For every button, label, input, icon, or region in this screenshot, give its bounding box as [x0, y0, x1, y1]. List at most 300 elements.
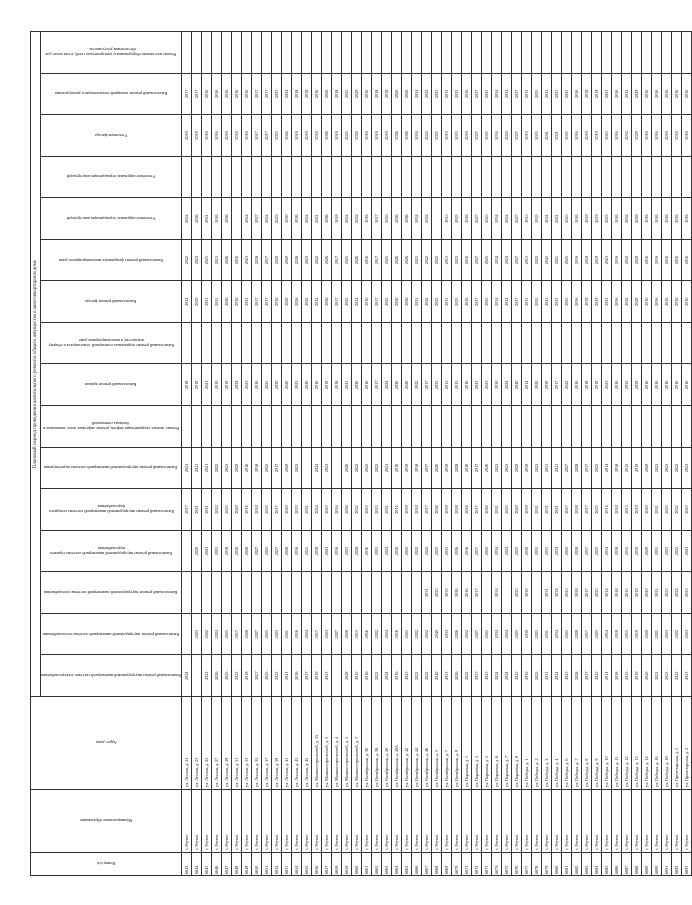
year-cell: 2017	[182, 73, 192, 115]
year-cell: 2027	[472, 198, 482, 240]
year-cell	[592, 32, 602, 74]
year-cell: 2030	[442, 489, 452, 531]
year-cell	[262, 406, 272, 448]
year-cell: 2018	[612, 489, 622, 531]
year-cell: 2026	[452, 572, 462, 614]
year-cell: 2016	[242, 489, 252, 531]
year-cell: 2026	[352, 239, 362, 281]
table-row	[372, 32, 382, 876]
year-cell	[282, 406, 292, 448]
year-cell: 2041	[342, 364, 352, 406]
year-cell	[282, 156, 292, 198]
year-cell: 2021	[532, 489, 542, 531]
year-cell	[502, 572, 512, 614]
year-cell	[332, 655, 342, 697]
year-cell: 2023	[502, 447, 512, 489]
year-cell	[252, 156, 262, 198]
year-cell	[622, 32, 632, 74]
year-cell: 2019	[632, 572, 642, 614]
header-work-7: Ремонт, замена, модернизация лифтов, ремонт лифтовых шахт, машинных и блочных помещений	[41, 406, 182, 448]
row-number: 6683	[582, 853, 592, 876]
year-cell: 2016	[332, 489, 342, 531]
year-cell: 2026	[392, 239, 402, 281]
year-cell: 2025	[562, 530, 572, 572]
year-cell: 2025	[432, 239, 442, 281]
year-cell: 2023	[222, 447, 232, 489]
row-address: ул. Победы, д. 1	[522, 697, 532, 790]
year-cell: 2027	[272, 530, 282, 572]
table-row	[572, 32, 582, 876]
header-row-group	[31, 32, 41, 876]
year-cell: 2016	[462, 489, 472, 531]
year-cell: 2018	[222, 530, 232, 572]
row-municipality: г. Реутов	[582, 790, 592, 853]
year-cell: 2023	[302, 281, 312, 323]
year-cell: 2023	[242, 364, 252, 406]
year-cell: 2027	[512, 115, 522, 157]
year-cell: 2023	[662, 572, 672, 614]
year-cell	[282, 572, 292, 614]
year-cell	[562, 156, 572, 198]
year-cell: 2034	[492, 655, 502, 697]
table-row	[552, 32, 562, 876]
header-work-15: Капитальный ремонт пожарной сигнализации и дымоудаления	[41, 73, 182, 115]
year-cell	[362, 156, 372, 198]
year-cell	[452, 406, 462, 448]
year-cell	[302, 322, 312, 364]
year-cell: 2033	[442, 530, 452, 572]
year-cell: 2022	[372, 655, 382, 697]
year-cell	[292, 32, 302, 74]
year-cell: 2016	[642, 198, 652, 240]
row-municipality: г. Реутов	[192, 790, 202, 853]
year-cell: 2016	[392, 530, 402, 572]
year-cell: 2027	[252, 530, 262, 572]
year-cell: 2025	[342, 239, 352, 281]
year-cell: 2015	[622, 613, 632, 655]
year-cell	[182, 156, 192, 198]
row-municipality: г. Реутов	[622, 790, 632, 853]
table-row	[292, 32, 302, 876]
year-cell: 2028	[282, 530, 292, 572]
year-cell	[272, 572, 282, 614]
year-cell	[482, 572, 492, 614]
year-cell	[182, 322, 192, 364]
year-cell	[532, 406, 542, 448]
year-cell: 2025	[262, 447, 272, 489]
row-address: ул. Лесная, д. 43	[292, 697, 302, 790]
year-cell	[612, 406, 622, 448]
year-cell	[472, 32, 482, 74]
year-cell: 2022	[422, 655, 432, 697]
year-cell: 2026	[322, 115, 332, 157]
year-cell: 2016	[682, 73, 692, 115]
year-cell	[352, 32, 362, 74]
year-cell: 2014	[602, 530, 612, 572]
row-address: ул. Октябрьская, д. 38	[372, 697, 382, 790]
year-cell: 2016	[672, 239, 682, 281]
year-cell: 2018	[332, 73, 342, 115]
year-cell	[202, 406, 212, 448]
year-cell: 2032	[622, 198, 632, 240]
row-number: 6648	[232, 853, 242, 876]
year-cell: 2018	[252, 489, 262, 531]
year-cell: 2025	[532, 281, 542, 323]
row-municipality: г. Реутов	[542, 790, 552, 853]
row-address: ул. Победы, д. 3	[542, 697, 552, 790]
year-cell: 2016	[392, 613, 402, 655]
year-cell	[382, 322, 392, 364]
year-cell: 2023	[232, 655, 242, 697]
year-cell	[642, 406, 652, 448]
year-cell: 2016	[652, 239, 662, 281]
row-address: ул. Победы, д. 16	[652, 697, 662, 790]
year-cell	[312, 322, 322, 364]
year-cell: 2028	[242, 530, 252, 572]
year-cell: 2023	[242, 281, 252, 323]
year-cell: 2025	[482, 530, 492, 572]
year-cell	[192, 655, 202, 697]
row-address: ул. Победы, д. 7	[572, 697, 582, 790]
row-number: 6672	[472, 853, 482, 876]
year-cell: 2025	[432, 572, 442, 614]
year-cell	[462, 406, 472, 448]
year-cell: 2018	[582, 198, 592, 240]
year-cell	[282, 322, 292, 364]
year-cell: 2022	[672, 613, 682, 655]
year-cell: 2023	[242, 239, 252, 281]
year-cell: 2023	[292, 364, 302, 406]
row-number: 6650	[252, 853, 262, 876]
year-cell: 2024	[502, 613, 512, 655]
row-municipality: г. Реутов	[642, 790, 652, 853]
year-cell	[612, 322, 622, 364]
year-cell	[332, 572, 342, 614]
row-address: ул. Октябрьская, д. 44	[412, 697, 422, 790]
row-number: 6657	[322, 853, 332, 876]
year-cell: 2025	[532, 655, 542, 697]
year-cell: 2026	[402, 198, 412, 240]
row-number: 6675	[502, 853, 512, 876]
year-cell: 2020	[192, 281, 202, 323]
year-cell: 2016	[612, 364, 622, 406]
year-cell: 2015	[442, 281, 452, 323]
year-cell: 2016	[202, 73, 212, 115]
year-cell: 2041	[542, 198, 552, 240]
row-address: ул. Октябрьская, д. 40А	[392, 697, 402, 790]
year-cell: 2027	[562, 489, 572, 531]
year-cell: 2024	[312, 447, 322, 489]
year-cell	[332, 322, 342, 364]
table-row	[492, 32, 502, 876]
row-address: ул. Машиностроителей, д. 4	[332, 697, 342, 790]
year-cell	[482, 406, 492, 448]
row-municipality: г. Реутов	[532, 790, 542, 853]
year-cell: 2024	[502, 198, 512, 240]
year-cell: 2032	[622, 281, 632, 323]
year-cell: 2022	[412, 530, 422, 572]
year-cell: 2026	[392, 73, 402, 115]
year-cell	[212, 32, 222, 74]
year-cell	[362, 406, 372, 448]
table-row	[182, 32, 192, 876]
year-cell: 2018	[332, 115, 342, 157]
year-cell: 2016	[642, 239, 652, 281]
year-cell	[232, 322, 242, 364]
year-cell	[672, 32, 682, 74]
year-cell: 2025	[262, 364, 272, 406]
year-cell: 2026	[432, 489, 442, 531]
year-cell: 2022	[412, 613, 422, 655]
year-cell	[362, 572, 372, 614]
year-cell	[562, 32, 572, 74]
year-cell: 2023	[682, 489, 692, 531]
year-cell: 2025	[532, 198, 542, 240]
year-cell	[432, 406, 442, 448]
year-cell: 2015	[622, 572, 632, 614]
year-cell	[322, 572, 332, 614]
year-cell: 2030	[542, 364, 552, 406]
year-cell	[382, 572, 392, 614]
row-number: 6661	[362, 853, 372, 876]
year-cell: 2025	[532, 115, 542, 157]
row-number: 6676	[512, 853, 522, 876]
year-cell: 2017	[262, 239, 272, 281]
year-cell	[262, 572, 272, 614]
year-cell: 2016	[612, 281, 622, 323]
year-cell: 2027	[472, 613, 482, 655]
row-municipality: г. Реутов	[392, 790, 402, 853]
year-cell: 2022	[182, 239, 192, 281]
year-cell: 2025	[592, 613, 602, 655]
year-cell: 2025	[532, 530, 542, 572]
year-cell: 2020	[532, 364, 542, 406]
row-number: 6646	[212, 853, 222, 876]
year-cell	[252, 322, 262, 364]
year-cell: 2026	[322, 239, 332, 281]
year-cell: 2017	[252, 115, 262, 157]
year-cell: 2017	[372, 239, 382, 281]
row-number: 6663	[382, 853, 392, 876]
year-cell	[342, 406, 352, 448]
year-cell: 2016	[662, 73, 672, 115]
year-cell: 2016	[662, 239, 672, 281]
row-municipality: г. Реутов	[402, 790, 412, 853]
year-cell	[352, 156, 362, 198]
table-row	[262, 32, 272, 876]
year-cell	[632, 32, 642, 74]
row-address: ул. Машиностроителей, д. 15	[312, 697, 322, 790]
year-cell: 2026	[322, 73, 332, 115]
year-cell	[212, 322, 222, 364]
year-cell: 2028	[572, 447, 582, 489]
year-cell: 2023	[682, 613, 692, 655]
year-cell: 2025	[562, 281, 572, 323]
year-cell: 2024	[412, 115, 422, 157]
year-cell	[502, 406, 512, 448]
year-cell: 2040	[432, 613, 442, 655]
year-cell: 2019	[222, 364, 232, 406]
year-cell: 2019	[212, 364, 222, 406]
year-cell: 2016	[232, 239, 242, 281]
year-cell: 2017	[582, 572, 592, 614]
row-municipality: г. Реутов	[522, 790, 532, 853]
year-cell: 2016	[462, 239, 472, 281]
year-cell	[512, 32, 522, 74]
year-cell	[362, 32, 372, 74]
year-cell: 2021	[202, 489, 212, 531]
row-municipality: г. Реутов	[232, 790, 242, 853]
year-cell: 2021	[202, 198, 212, 240]
year-cell	[482, 156, 492, 198]
year-cell	[212, 156, 222, 198]
row-municipality: г. Реутов	[212, 790, 222, 853]
year-cell: 2016	[652, 364, 662, 406]
year-cell: 2015	[522, 239, 532, 281]
year-cell	[292, 322, 302, 364]
row-address: ул. Лесная, д. 35	[252, 697, 262, 790]
year-cell: 2018	[292, 73, 302, 115]
year-cell: 2016	[292, 530, 302, 572]
repair-schedule-table	[30, 31, 692, 876]
row-address: ул. Октябрьская, д. 7	[442, 697, 452, 790]
table-row	[332, 32, 342, 876]
year-cell	[512, 406, 522, 448]
year-cell: 2015	[452, 364, 462, 406]
year-cell: 2018	[302, 73, 312, 115]
table-row	[622, 32, 632, 876]
year-cell	[222, 156, 232, 198]
year-cell: 2040	[512, 364, 522, 406]
year-cell: 2026	[352, 364, 362, 406]
year-cell: 2023	[322, 655, 332, 697]
year-cell	[392, 156, 402, 198]
row-municipality: г. Реутов	[632, 790, 642, 853]
year-cell	[252, 406, 262, 448]
year-cell: 2020	[232, 447, 242, 489]
year-cell: 2016	[682, 281, 692, 323]
year-cell	[522, 406, 532, 448]
row-municipality: г. Реутов	[252, 790, 262, 853]
header-address: Адрес дома	[31, 697, 182, 790]
year-cell: 2034	[492, 572, 502, 614]
year-cell: 2016	[462, 447, 472, 489]
year-cell: 2019	[592, 364, 602, 406]
year-cell: 2015	[442, 239, 452, 281]
year-cell: 2025	[342, 115, 352, 157]
year-cell: 2024	[302, 198, 312, 240]
table-row	[632, 32, 642, 876]
row-address: ул. Победы, д. 2	[532, 697, 542, 790]
year-cell	[582, 156, 592, 198]
year-cell	[262, 32, 272, 74]
row-number: 6668	[432, 853, 442, 876]
year-cell	[292, 406, 302, 448]
row-municipality: г. Реутов	[452, 790, 462, 853]
row-municipality: г. Реутов	[472, 790, 482, 853]
row-municipality: г. Реутов	[432, 790, 442, 853]
year-cell: 2022	[422, 115, 432, 157]
year-cell: 2021	[652, 613, 662, 655]
year-cell: 2016	[682, 364, 692, 406]
year-cell: 2030	[492, 364, 502, 406]
year-cell: 2016	[222, 115, 232, 157]
table-row	[382, 32, 392, 876]
year-cell: 2015	[622, 447, 632, 489]
year-cell: 2023	[682, 447, 692, 489]
year-cell	[242, 156, 252, 198]
year-cell: 2017	[472, 572, 482, 614]
table-row	[472, 32, 482, 876]
year-cell: 2019	[592, 73, 602, 115]
year-cell	[192, 406, 202, 448]
year-cell: 2016	[672, 115, 682, 157]
year-cell: 2016	[672, 198, 682, 240]
row-number: 6660	[352, 853, 362, 876]
year-cell: 2021	[652, 489, 662, 531]
year-cell	[532, 32, 542, 74]
year-cell: 2025	[512, 655, 522, 697]
year-cell	[182, 406, 192, 448]
row-address: ул. Лесная, д. 39	[272, 697, 282, 790]
row-municipality: г. Реутов	[302, 790, 312, 853]
year-cell: 2022	[672, 489, 682, 531]
year-cell: 2025	[262, 489, 272, 531]
year-cell: 2023	[452, 198, 462, 240]
row-number: 6678	[532, 853, 542, 876]
year-cell: 2021	[202, 447, 212, 489]
year-cell: 2025	[382, 281, 392, 323]
year-cell: 2024	[282, 115, 292, 157]
year-cell: 2018	[372, 115, 382, 157]
year-cell: 2016	[232, 530, 242, 572]
year-cell	[682, 322, 692, 364]
year-cell: 2016	[362, 198, 372, 240]
year-cell: 2025	[432, 115, 442, 157]
year-cell: 2027	[472, 115, 482, 157]
year-cell: 2025	[372, 447, 382, 489]
year-cell: 2015	[442, 198, 452, 240]
year-cell: 2032	[622, 115, 632, 157]
header-work-12: Утепление наружных ограждающих конструкций	[41, 198, 182, 240]
year-cell	[602, 32, 612, 74]
year-cell	[322, 32, 332, 74]
year-cell	[402, 322, 412, 364]
year-cell: 2017	[372, 281, 382, 323]
year-cell	[582, 322, 592, 364]
year-cell: 2015	[212, 281, 222, 323]
year-cell: 2041	[472, 364, 482, 406]
year-cell	[332, 406, 342, 448]
header-work-1: Капитальный ремонт внутридомовой инженерной системы электроснабжения	[41, 655, 182, 697]
year-cell: 2022	[672, 572, 682, 614]
year-cell: 2022	[422, 613, 432, 655]
year-cell: 2021	[652, 572, 662, 614]
header-work-10: Капитальный ремонт фасада	[41, 281, 182, 323]
year-cell: 2023	[452, 281, 462, 323]
year-cell: 2022	[372, 613, 382, 655]
year-cell: 2023	[272, 115, 282, 157]
year-cell	[642, 32, 652, 74]
row-address: ул. Октябрьская, д. 46	[422, 697, 432, 790]
row-address: ул. Лесная, д. 25	[202, 697, 212, 790]
year-cell: 2018	[182, 364, 192, 406]
year-cell: 2018	[182, 115, 192, 157]
year-cell	[392, 572, 402, 614]
year-cell: 2020	[282, 239, 292, 281]
year-cell: 2020	[642, 530, 652, 572]
table-row	[342, 32, 352, 876]
